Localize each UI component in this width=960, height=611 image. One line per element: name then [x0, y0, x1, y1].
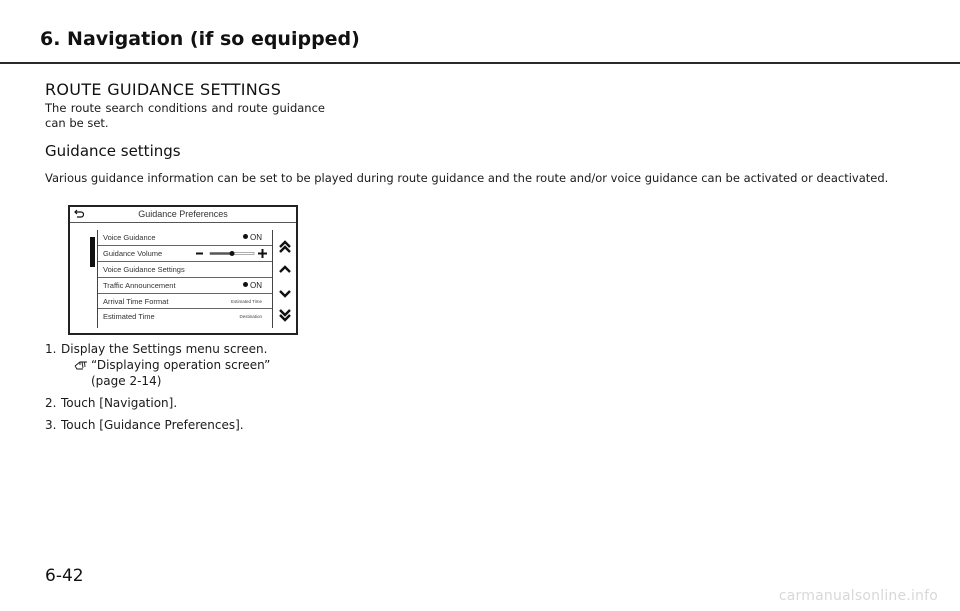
- guidance-preferences-screen: [68, 205, 298, 335]
- reference-title: “Displaying operation screen”: [91, 358, 271, 372]
- step-text: Touch [Navigation].: [61, 396, 178, 410]
- pointing-hand-icon: [74, 359, 88, 370]
- page-header: 6. Navigation (if so equipped): [40, 28, 360, 50]
- menu-row-guidance-volume[interactable]: [98, 246, 272, 262]
- reference-line: [61, 357, 270, 373]
- status-dot-icon: [243, 282, 248, 287]
- scroll-rail: [272, 230, 297, 328]
- row-label: Estimated Time: [103, 312, 155, 322]
- menu-row-voice-guidance[interactable]: [98, 230, 272, 246]
- scroll-indicator: [90, 237, 95, 267]
- traffic-announcement-status: [243, 281, 262, 290]
- step-1: [45, 341, 270, 389]
- volume-fill: [210, 252, 232, 254]
- menu-list: [97, 230, 272, 328]
- row-label: Traffic Announcement: [103, 280, 176, 290]
- reference-page: (page 2-14): [91, 374, 162, 388]
- menu-row-arrival-time-format[interactable]: [98, 294, 272, 310]
- volume-minus-icon: [196, 252, 203, 254]
- page-down-icon[interactable]: [277, 307, 293, 323]
- watermark: carmanualsonline.info: [778, 588, 938, 604]
- menu-row-traffic-announcement[interactable]: [98, 278, 272, 294]
- scroll-up-icon[interactable]: [277, 261, 293, 277]
- status-dot-icon: [243, 234, 248, 239]
- voice-guidance-status: [243, 233, 262, 242]
- menu-row-estimated-time[interactable]: [98, 309, 272, 325]
- screen-titlebar: [70, 207, 296, 223]
- step-number: 1.: [45, 342, 57, 356]
- header-rule: [0, 62, 960, 64]
- volume-knob: [230, 251, 235, 256]
- step-text: Touch [Guidance Preferences].: [61, 418, 244, 432]
- row-label: Voice Guidance: [103, 233, 156, 242]
- row-label: Arrival Time Format: [103, 296, 169, 306]
- step-3: [45, 417, 270, 433]
- step-number: 2.: [45, 396, 57, 410]
- volume-plus-icon: [258, 249, 267, 258]
- step-2: [45, 395, 270, 411]
- subsection-description: Various guidance information can be set to be played during route guidance and the route and/or voice guidance can be activated or deactivated.: [45, 171, 889, 185]
- row-value: Destination: [239, 314, 262, 320]
- section-intro: The route search conditions and route guidance can be set.: [45, 101, 325, 130]
- steps-list: [45, 341, 270, 439]
- step-text: Display the Settings menu screen.: [61, 342, 268, 356]
- row-label: Guidance Volume: [103, 248, 163, 258]
- scroll-down-icon[interactable]: [277, 286, 293, 302]
- screen-title: Guidance Preferences: [138, 209, 228, 219]
- row-label: Voice Guidance Settings: [103, 264, 185, 274]
- subsection-title: Guidance settings: [45, 142, 181, 160]
- status-text: ON: [250, 233, 262, 242]
- menu-row-voice-guidance-settings[interactable]: [98, 262, 272, 278]
- page-up-icon[interactable]: [277, 239, 293, 255]
- volume-slider[interactable]: [196, 248, 268, 259]
- step-number: 3.: [45, 418, 57, 432]
- status-text: ON: [250, 280, 262, 290]
- page-number: 6-42: [45, 566, 84, 586]
- section-title: ROUTE GUIDANCE SETTINGS: [45, 80, 282, 99]
- row-value: Estimated Time: [230, 298, 262, 304]
